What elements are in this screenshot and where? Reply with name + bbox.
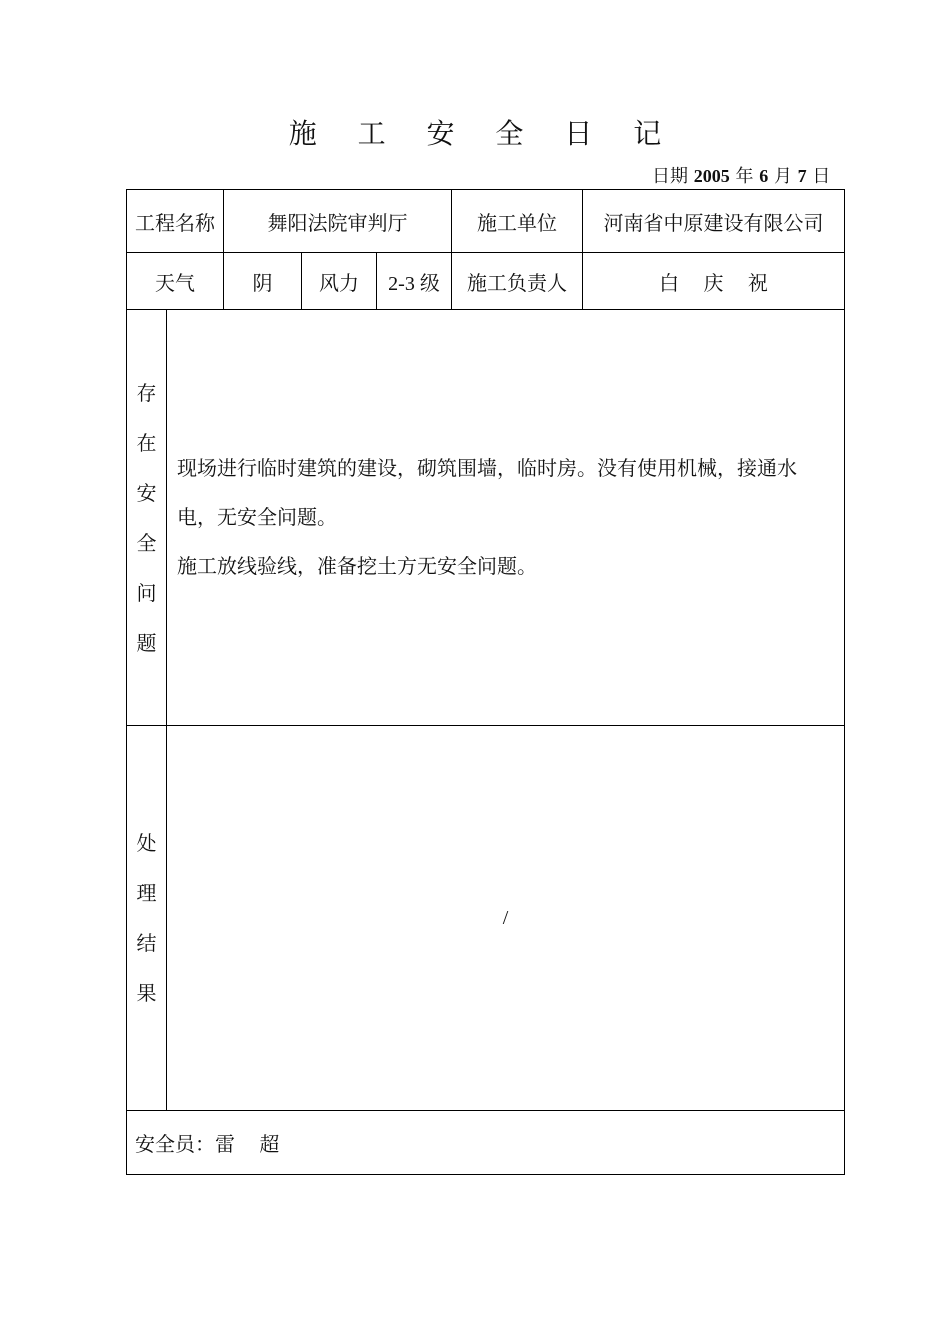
date-year-unit: 年 xyxy=(735,166,754,187)
issues-paragraph: 现场进行临时建筑的建设，砌筑围墙，临时房。没有使用机械，接通水电，无安全问题。 xyxy=(177,456,797,529)
safety-log-table xyxy=(126,189,845,1175)
issues-label-char: 题 xyxy=(136,630,157,655)
issues-label-char: 在 xyxy=(136,430,157,455)
date-month: 6 xyxy=(759,166,769,186)
weather-value: 阴 xyxy=(224,253,302,310)
wind-value: 2-3 级 xyxy=(377,253,452,310)
wind-label: 风力 xyxy=(302,253,377,310)
site-leader-value: 白 庆 祝 xyxy=(583,253,845,310)
issues-label-char: 存 xyxy=(136,380,157,405)
safety-officer-name: 雷 超 xyxy=(215,1132,280,1156)
project-row xyxy=(127,190,845,253)
project-name-value: 舞阳法院审判厅 xyxy=(224,190,452,253)
result-label-char: 果 xyxy=(136,981,157,1005)
result-label-char: 处 xyxy=(136,831,157,855)
issues-label-char: 全 xyxy=(136,530,157,555)
result-row xyxy=(127,726,845,1111)
result-value: / xyxy=(167,726,845,1111)
date-prefix: 日期 xyxy=(652,166,688,187)
construction-unit-label: 施工单位 xyxy=(452,190,583,253)
issues-paragraph: 施工放线验线，准备挖土方无安全问题。 xyxy=(177,554,537,578)
weather-label: 天气 xyxy=(127,253,224,310)
date-year: 2005 xyxy=(693,166,730,186)
date-day: 7 xyxy=(797,166,807,186)
issues-label-char: 安 xyxy=(136,480,157,505)
issues-label xyxy=(127,310,167,726)
safety-officer-label: 安全员： xyxy=(135,1132,215,1156)
result-label xyxy=(127,726,167,1111)
construction-unit-value: 河南省中原建设有限公司 xyxy=(583,190,845,253)
date-line xyxy=(652,162,830,188)
project-name-label: 工程名称 xyxy=(127,190,224,253)
result-label-char: 结 xyxy=(136,931,157,955)
site-leader-label: 施工负责人 xyxy=(452,253,583,310)
date-month-unit: 月 xyxy=(773,166,792,187)
date-day-unit: 日 xyxy=(812,166,831,187)
weather-row xyxy=(127,253,845,310)
document-title: 施 工 安 全 日 记 xyxy=(288,117,678,150)
result-label-char: 理 xyxy=(136,881,157,905)
issues-row xyxy=(127,310,845,726)
safety-officer-row xyxy=(127,1111,845,1175)
issues-content xyxy=(167,310,845,726)
safety-officer-cell xyxy=(127,1111,845,1175)
issues-label-char: 问 xyxy=(136,580,157,605)
